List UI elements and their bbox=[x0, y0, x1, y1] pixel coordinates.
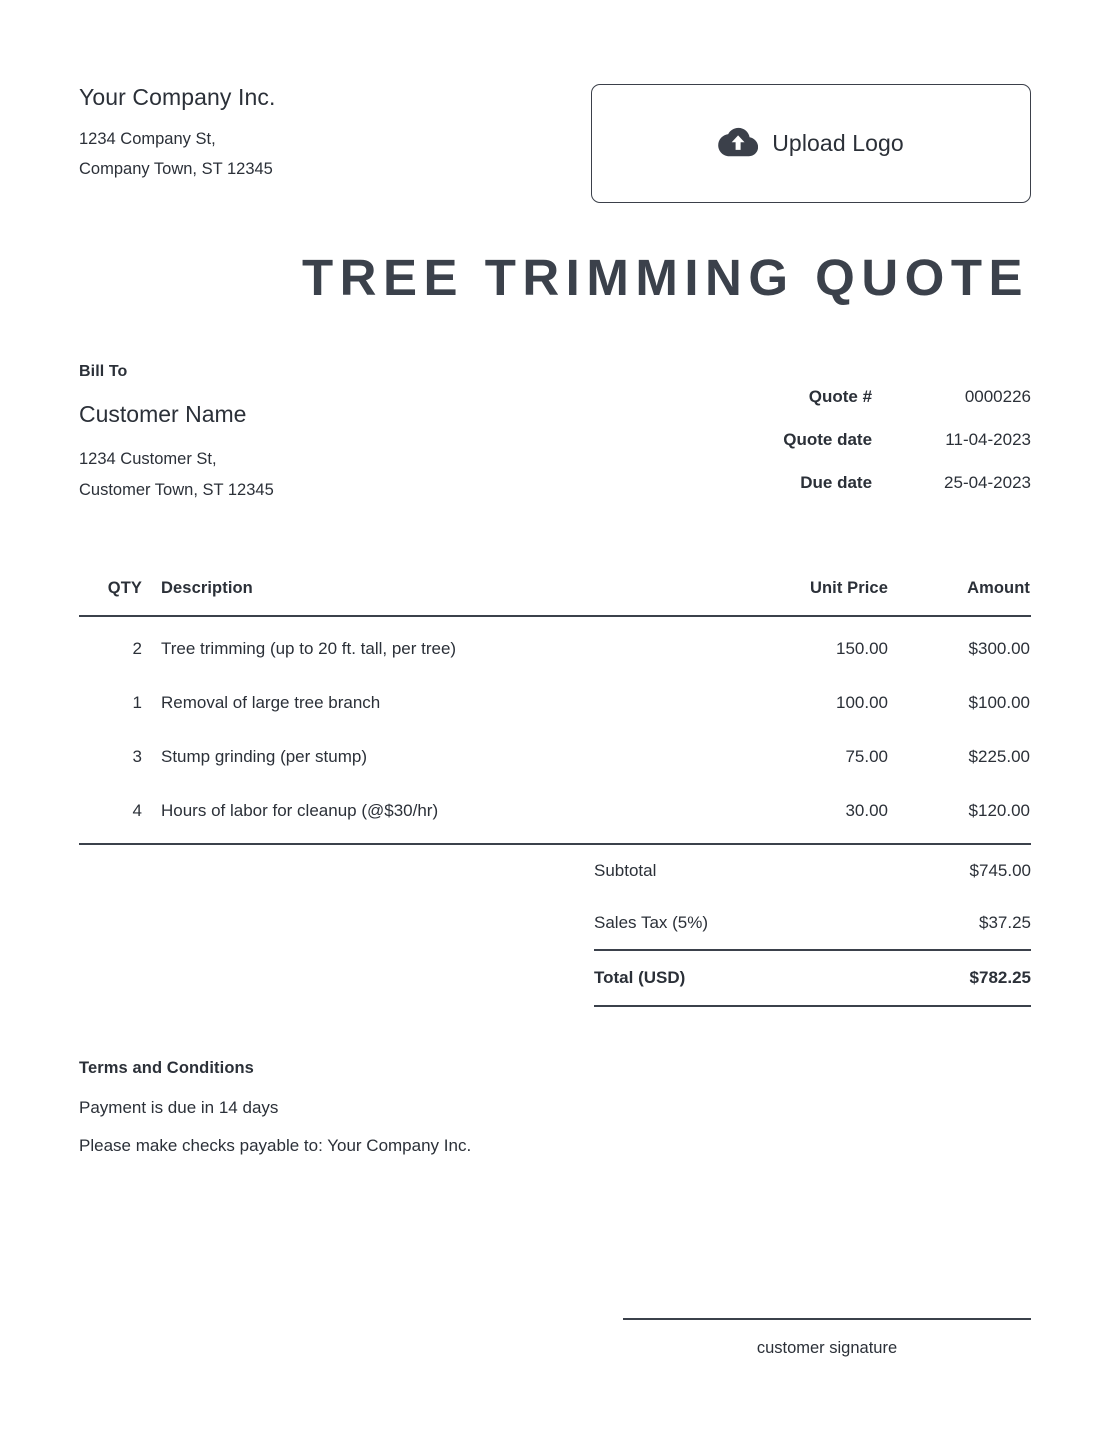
sales-tax-value: $37.25 bbox=[979, 913, 1031, 932]
subtotal-label: Subtotal bbox=[594, 861, 657, 880]
sales-tax-label: Sales Tax (5%) bbox=[594, 913, 709, 932]
item-qty: 3 bbox=[132, 747, 142, 766]
bill-to-label: Bill To bbox=[79, 363, 128, 380]
company-info bbox=[79, 82, 275, 184]
totals-row-grand-total bbox=[594, 950, 1031, 1006]
item-amount: $120.00 bbox=[968, 801, 1030, 820]
terms-title: Terms and Conditions bbox=[79, 1059, 254, 1077]
item-amount: $225.00 bbox=[968, 747, 1030, 766]
meta-value-due-date: 25-04-2023 bbox=[944, 473, 1031, 492]
meta-value-quote-number: 0000226 bbox=[964, 387, 1031, 406]
column-header-unit-price: Unit Price bbox=[809, 579, 888, 597]
item-description: Hours of labor for cleanup (@$30/hr) bbox=[161, 801, 439, 820]
item-qty: 4 bbox=[132, 801, 142, 820]
item-unit-price: 100.00 bbox=[836, 693, 888, 712]
total-label: Total (USD) bbox=[594, 950, 813, 1006]
totals-table bbox=[594, 845, 1031, 1007]
customer-name: Customer Name bbox=[79, 401, 247, 427]
line-items-table bbox=[79, 578, 1031, 845]
table-row bbox=[79, 676, 1031, 730]
document-title: TREE TRIMMING QUOTE bbox=[302, 249, 1029, 306]
upload-logo-button[interactable] bbox=[591, 84, 1031, 203]
bill-to-block bbox=[79, 363, 274, 506]
signature-line[interactable] bbox=[623, 1318, 1031, 1320]
line-items-header-row bbox=[79, 578, 1031, 616]
customer-address-line-1: 1234 Customer St, bbox=[79, 450, 217, 468]
meta-label-due-date: Due date bbox=[800, 473, 873, 492]
meta-value-quote-date: 11-04-2023 bbox=[945, 430, 1031, 449]
column-header-qty: QTY bbox=[107, 579, 142, 597]
column-header-description: Description bbox=[161, 579, 253, 597]
totals-section bbox=[79, 845, 1031, 1007]
item-description: Stump grinding (per stump) bbox=[161, 747, 367, 766]
total-value: $782.25 bbox=[813, 950, 1032, 1006]
meta-row-quote-number bbox=[783, 387, 1031, 430]
column-header-amount: Amount bbox=[967, 579, 1030, 597]
terms-and-conditions-section bbox=[79, 1059, 1031, 1156]
quote-meta-table bbox=[783, 387, 1031, 516]
bill-to-and-meta-section bbox=[79, 363, 1031, 516]
totals-row-sales-tax bbox=[594, 897, 1031, 950]
table-row bbox=[79, 616, 1031, 676]
item-description: Removal of large tree branch bbox=[161, 693, 381, 712]
item-unit-price: 30.00 bbox=[845, 801, 888, 820]
subtotal-value: $745.00 bbox=[969, 861, 1031, 880]
company-name: Your Company Inc. bbox=[79, 84, 276, 110]
meta-label-quote-date: Quote date bbox=[783, 430, 873, 449]
totals-row-subtotal bbox=[594, 845, 1031, 897]
item-qty: 2 bbox=[132, 639, 142, 658]
item-unit-price: 150.00 bbox=[836, 639, 888, 658]
item-unit-price: 75.00 bbox=[845, 747, 888, 766]
item-amount: $100.00 bbox=[968, 693, 1030, 712]
signature-caption: customer signature bbox=[756, 1339, 898, 1357]
company-address-line-1: 1234 Company St, bbox=[79, 130, 216, 148]
meta-label-quote-number: Quote # bbox=[808, 387, 873, 406]
meta-row-quote-date bbox=[783, 430, 1031, 473]
item-description: Tree trimming (up to 20 ft. tall, per tree) bbox=[161, 639, 457, 658]
document-header bbox=[79, 0, 1031, 203]
item-amount: $300.00 bbox=[968, 639, 1030, 658]
item-qty: 1 bbox=[132, 693, 142, 712]
terms-line-2: Please make checks payable to: Your Company Inc. bbox=[79, 1136, 472, 1155]
customer-address-line-2: Customer Town, ST 12345 bbox=[79, 481, 274, 499]
meta-row-due-date bbox=[783, 473, 1031, 516]
terms-line-1: Payment is due in 14 days bbox=[79, 1098, 279, 1117]
company-address-line-2: Company Town, ST 12345 bbox=[79, 160, 273, 178]
cloud-upload-icon bbox=[718, 126, 758, 162]
signature-section bbox=[79, 1318, 1031, 1358]
upload-logo-label: Upload Logo bbox=[772, 130, 904, 156]
table-row bbox=[79, 730, 1031, 784]
table-row bbox=[79, 784, 1031, 844]
signature-box bbox=[623, 1318, 1031, 1358]
